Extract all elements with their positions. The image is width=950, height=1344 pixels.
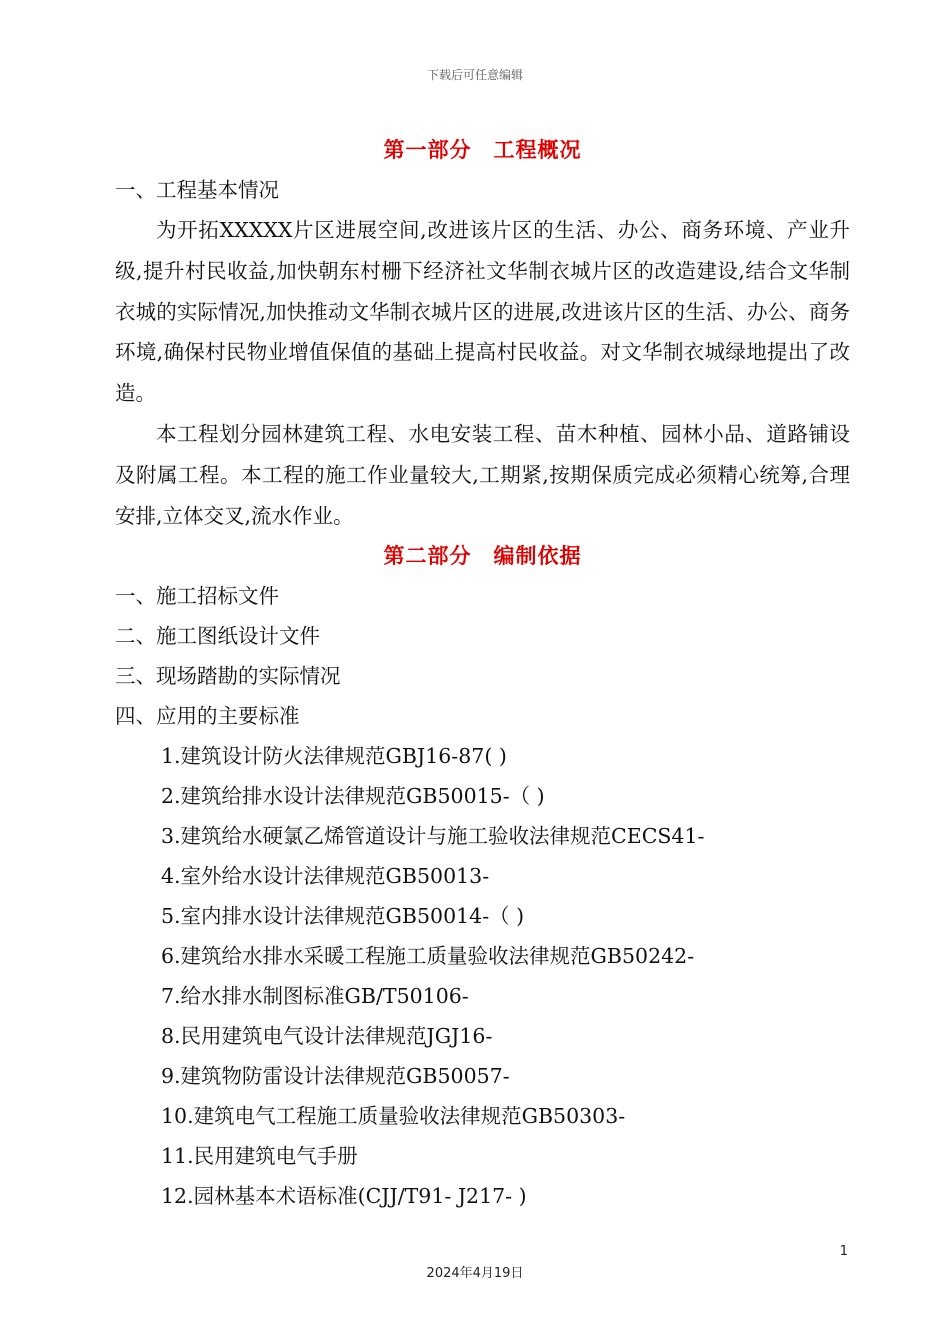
part1-title: 第一部分 工程概况 xyxy=(383,138,582,162)
section-heading: 四、应用的主要标准 xyxy=(115,704,300,729)
standard-item: 3.建筑给水硬氯乙烯管道设计与施工验收法律规范CECS41- xyxy=(161,824,705,849)
section-heading: 二、施工图纸设计文件 xyxy=(115,624,320,649)
page-header: 下载后可任意编辑 xyxy=(426,68,523,82)
standard-item: 4.室外给水设计法律规范GB50013- xyxy=(161,864,490,889)
standard-item: 9.建筑物防雷设计法律规范GB50057- xyxy=(161,1064,510,1089)
page-footer-date: 2024年4月19日 xyxy=(426,1266,524,1281)
section-heading: 一、工程基本情况 xyxy=(115,178,279,202)
standard-item: 12.园林基本术语标准(CJJ/T91- J217- ) xyxy=(161,1184,527,1209)
document-body xyxy=(115,130,850,1216)
standard-item: 7.给水排水制图标准GB/T50106- xyxy=(161,984,469,1009)
standard-item: 11.民用建筑电气手册 xyxy=(161,1144,358,1169)
standard-item: 5.室内排水设计法律规范GB50014-（ ) xyxy=(161,904,525,929)
page-number: 1 xyxy=(839,1244,848,1259)
standard-item: 2.建筑给排水设计法律规范GB50015-（ ) xyxy=(161,784,545,809)
part2-title: 第二部分 编制依据 xyxy=(383,544,582,569)
standard-item: 10.建筑电气工程施工质量验收法律规范GB50303- xyxy=(161,1104,626,1129)
standard-item: 1.建筑设计防火法律规范GBJ16-87( ) xyxy=(161,744,507,769)
standard-item: 6.建筑给水排水采暖工程施工质量验收法律规范GB50242- xyxy=(161,944,695,969)
paragraph: 本工程划分园林建筑工程、水电安装工程、苗木种植、园林小品、道路铺设及附属工程。本工程的施工作业量较大,工期紧,按期保质完成必须精心统筹,合理安排,立体交叉,流水作业。 xyxy=(115,421,850,528)
section-heading: 一、施工招标文件 xyxy=(115,584,279,609)
section-heading: 三、现场踏勘的实际情况 xyxy=(115,664,341,689)
paragraph: 为开拓XXXXX片区进展空间,改进该片区的生活、办公、商务环境、产业升级,提升村民收益,加快朝东村栅下经济社文华制衣城片区的改造建设,结合文华制衣城的实际情况,加快推动文华制衣城片区的进展,改进该片区的生活、办公、商务环境,确保村民物业增值保值的基础上提高村民收益。对文华制衣城绿地提出了改造。 xyxy=(115,218,850,406)
standard-item: 8.民用建筑电气设计法律规范JGJ16- xyxy=(161,1024,493,1049)
